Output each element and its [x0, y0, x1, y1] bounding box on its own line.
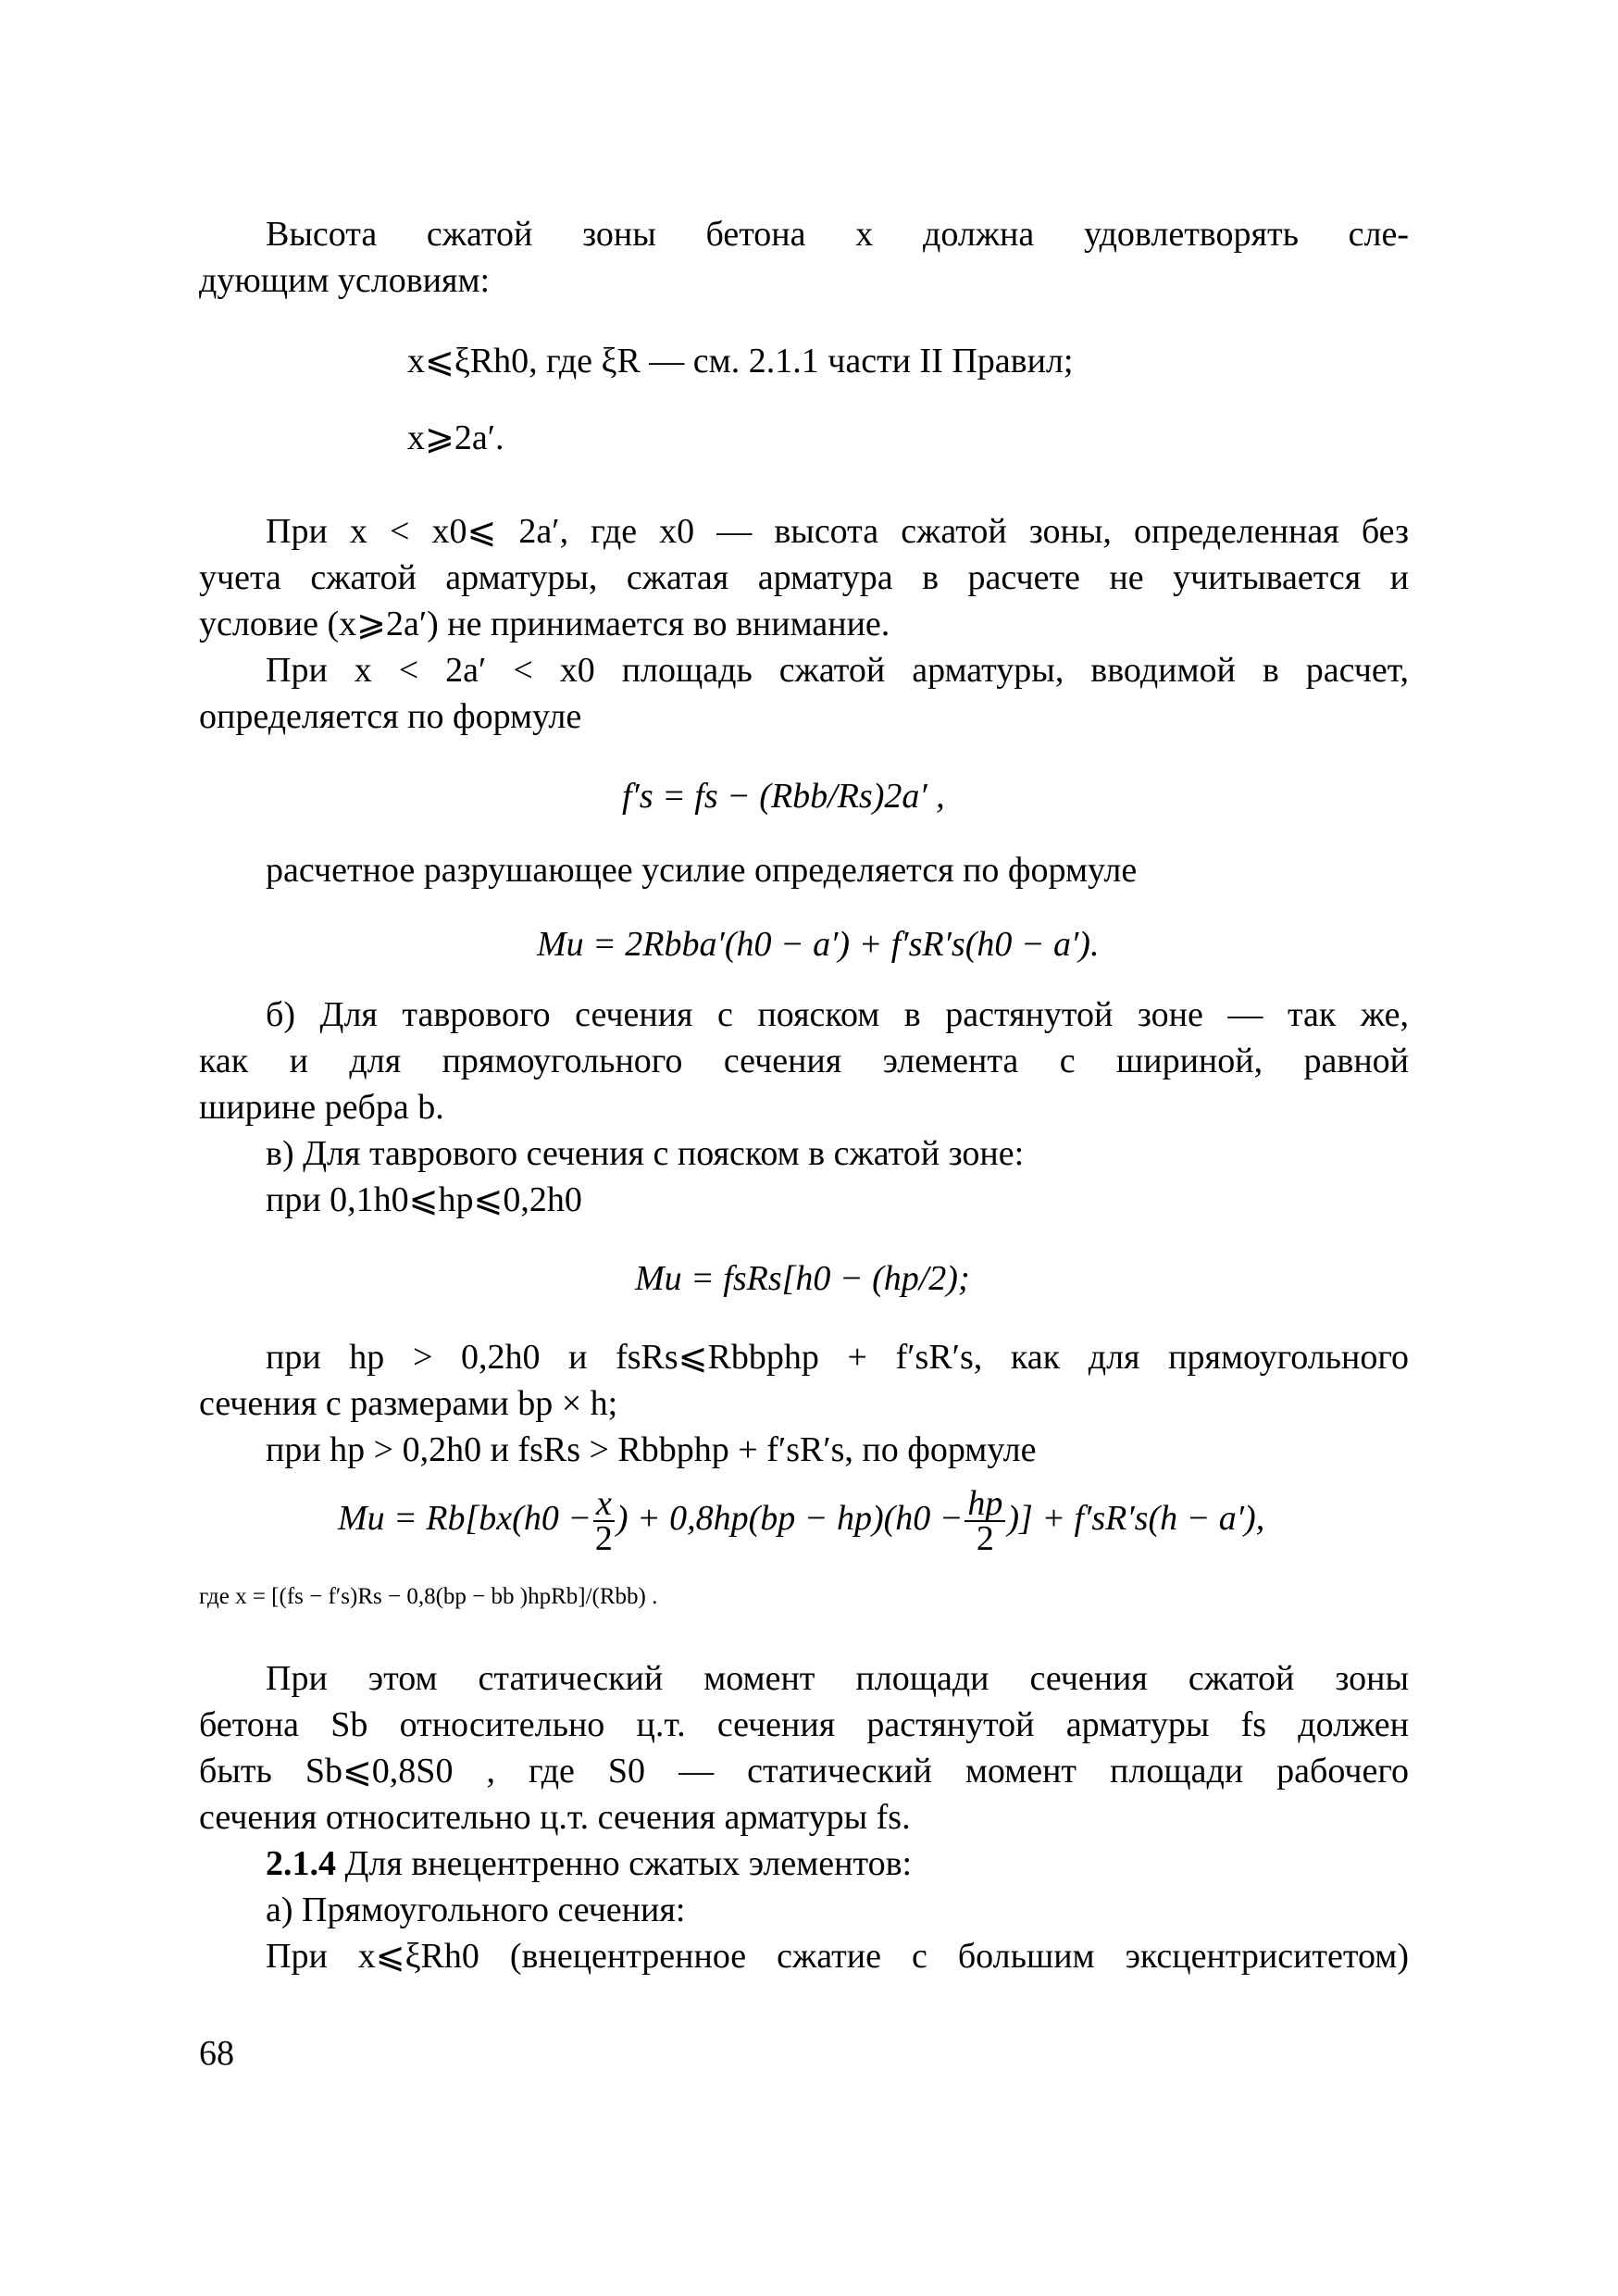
condition-1: x⩽ξRh0, где ξR — см. 2.1.1 части II Правил;	[407, 342, 1074, 381]
para-3-line-2: определяется по формуле	[199, 697, 582, 736]
para-11: а) Прямоугольного сечения:	[266, 1890, 686, 1929]
para-5-line-2: как и для прямоугольного сечения элемента с шириной, равной	[199, 1042, 1409, 1080]
formula-mu-2: Mu = fsRs[h0 − (hp/2);	[635, 1259, 970, 1298]
para-1-line-1: Высота сжатой зоны бетона x должна удовлетворять сле-	[266, 215, 1409, 254]
section-heading-2-1-4	[266, 1841, 912, 1887]
para-8-line-2: сечения с размерами bp × h;	[199, 1384, 618, 1423]
fraction-hp-over-2	[965, 1484, 1005, 1559]
para-10-line-2: бетона Sb относительно ц.т. сечения растянутой арматуры fs должен	[199, 1705, 1409, 1744]
formula-mu-3-left: Mu = Rb[bx(h0 −	[338, 1499, 591, 1538]
formula-fs-prime: f′s = fs − (Rbb/Rs)2a′ ,	[622, 777, 945, 816]
fraction-x-over-2	[593, 1484, 615, 1559]
formula-mu-1: Mu = 2Rbba′(h0 − a′) + f′sR′s(h0 − a′).	[537, 925, 1100, 964]
fraction-x-numerator: x	[593, 1487, 615, 1522]
para-6: в) Для таврового сечения с пояском в сжатой зоне:	[266, 1134, 1025, 1173]
para-10-line-1: При этом статический момент площади сечения сжатой зоны	[266, 1659, 1409, 1698]
para-5-line-1: б) Для таврового сечения с пояском в растянутой зоне — так же,	[266, 995, 1409, 1034]
para-1-line-2: дующим условиям:	[199, 261, 491, 300]
section-title: Для внецентренно сжатых элементов:	[336, 1844, 913, 1883]
condition-2: x⩾2a′.	[407, 418, 504, 457]
formula-x-definition: где x = [(fs − f′s)Rs − 0,8(bp − bb )hpRb]/(Rbb) .	[199, 1584, 658, 1609]
para-10-line-4: сечения относительно ц.т. сечения арматуры fs.	[199, 1798, 911, 1837]
para-9: при hp > 0,2h0 и fsRs > Rbbphp + f′sR′s, по формуле	[266, 1430, 1037, 1469]
page-number: 68	[199, 2034, 234, 2073]
para-2-line-2: учета сжатой арматуры, сжатая арматура в расчете не учитывается и	[199, 558, 1409, 597]
para-5-line-3: ширине ребра b.	[199, 1088, 444, 1127]
formula-mu-3-middle: ) + 0,8hp(bp − hp)(h0 −	[616, 1499, 964, 1538]
para-2-line-1: При x < x0⩽ 2a′, где x0 — высота сжатой зоны, определенная без	[266, 512, 1409, 551]
formula-mu-3	[338, 1481, 1265, 1559]
para-7: при 0,1h0⩽hp⩽0,2h0	[266, 1180, 582, 1219]
fraction-hp-denominator: 2	[976, 1519, 994, 1559]
para-3-line-1: При x < 2a′ < x0 площадь сжатой арматуры, вводимой в расчет,	[266, 651, 1409, 690]
section-number: 2.1.4	[266, 1844, 336, 1883]
para-2-line-3: условие (x⩾2a′) не принимается во внимание.	[199, 605, 890, 643]
formula-mu-3-right: )] + f′sR′s(h − a′),	[1007, 1499, 1265, 1538]
para-4: расчетное разрушающее усилие определяется по формуле	[266, 851, 1138, 890]
para-12: При x⩽ξRh0 (внецентренное сжатие с большим эксцентриситетом)	[266, 1937, 1409, 1976]
para-8-line-1: при hp > 0,2h0 и fsRs⩽Rbbphp + f′sR′s, как для прямоугольного	[266, 1338, 1409, 1377]
fraction-hp-numerator: hp	[965, 1487, 1005, 1522]
fraction-x-denominator: 2	[594, 1519, 613, 1559]
para-10-line-3: быть Sb⩽0,8S0 , где S0 — статический момент площади рабочего	[199, 1752, 1409, 1791]
